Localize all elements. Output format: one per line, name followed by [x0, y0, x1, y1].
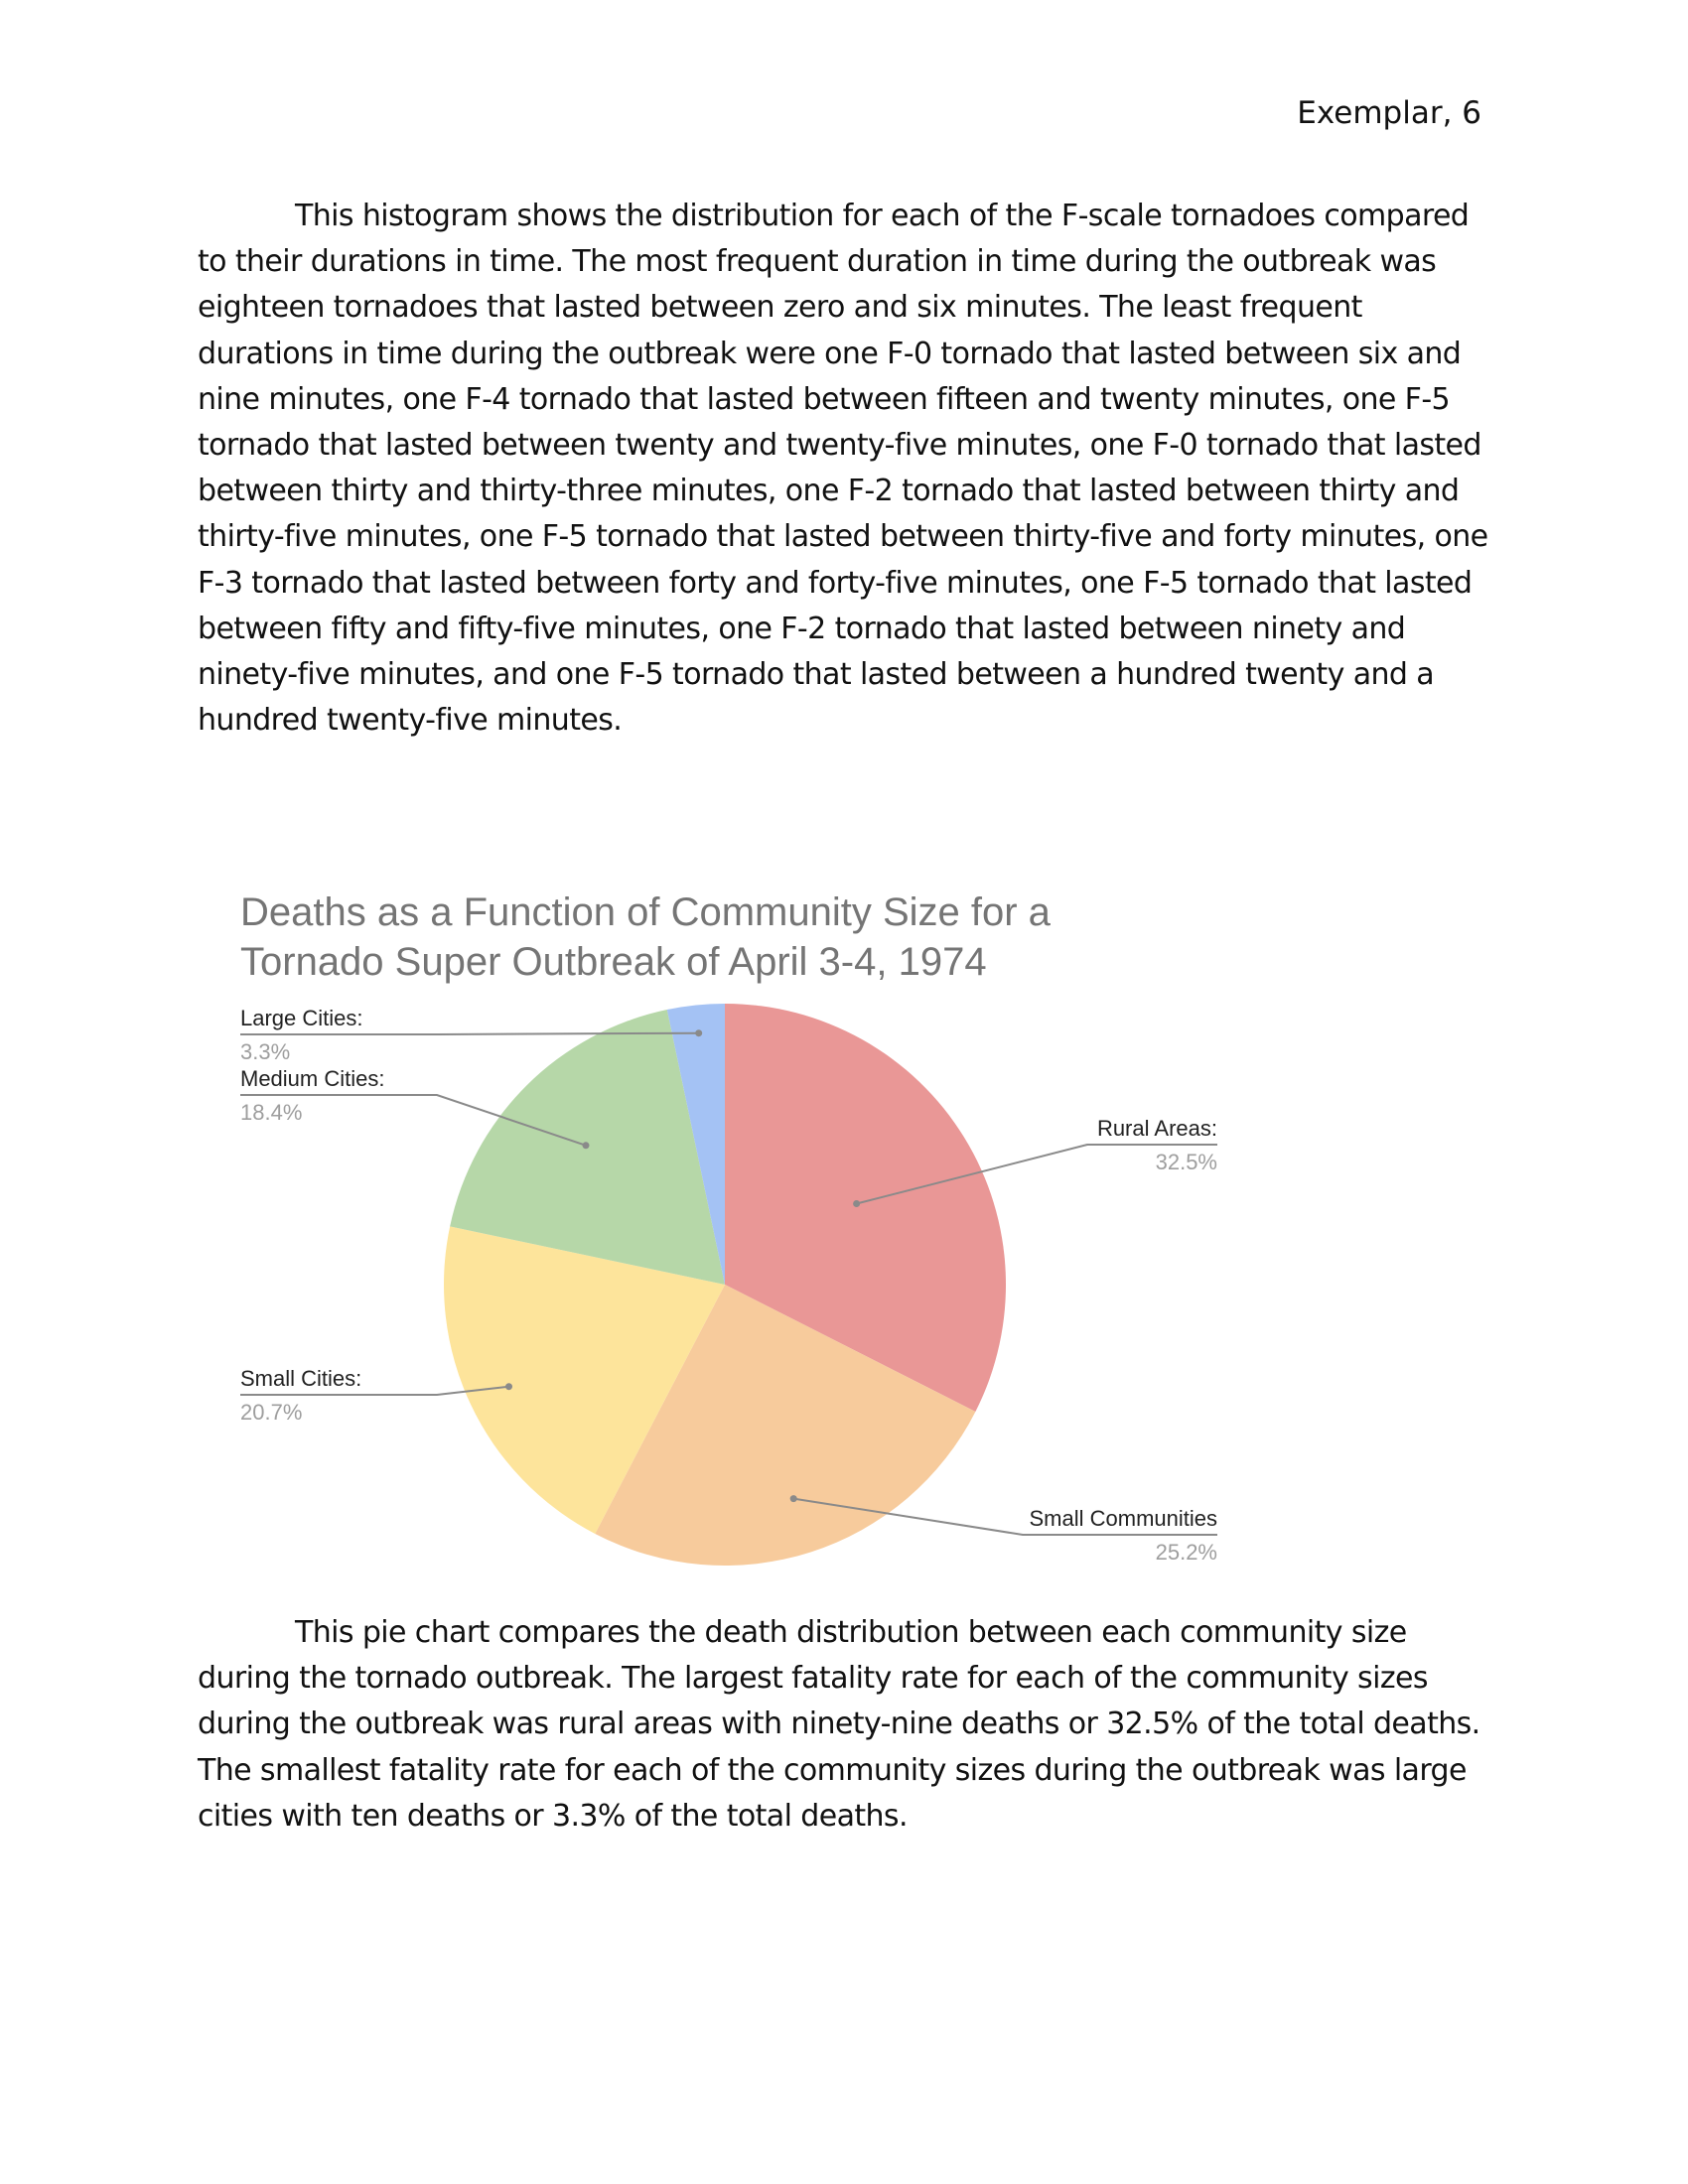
label-value-rural: 32.5% [1155, 1150, 1217, 1174]
pie-slices [444, 1004, 1006, 1566]
leader-dot-medium-cities [583, 1142, 590, 1149]
label-value-small-cities: 20.7% [240, 1400, 303, 1425]
page-header: Exemplar, 6 [1297, 95, 1481, 131]
chart-title-line-1: Deaths as a Function of Community Size for a [240, 890, 1051, 934]
leader-dot-small-cities [505, 1383, 512, 1390]
leader-line-large-cities [240, 1033, 699, 1034]
label-value-small-communities: 25.2% [1155, 1540, 1217, 1565]
label-name-small-communities: Small Communities [1029, 1506, 1217, 1531]
label-value-medium-cities: 18.4% [240, 1100, 303, 1125]
label-value-large-cities: 3.3% [240, 1039, 291, 1064]
chart-title-line-2: Tornado Super Outbreak of April 3-4, 1974 [240, 940, 987, 984]
label-name-small-cities: Small Cities: [240, 1366, 362, 1391]
leader-dot-small-communities [790, 1495, 797, 1502]
leader-dot-rural [853, 1200, 860, 1207]
pie-paragraph: This pie chart compares the death distribution between each community size during the tornado outbreak. The largest fatality rate for each of the community sizes during the outbreak was rural areas with ninety-nine deaths or 32.5% of the total deaths. The smallest fatality rate for each of the community sizes during the outbreak was large cities with ten deaths or 3.3% of the total deaths. [198, 1615, 1480, 1834]
histogram-paragraph: This histogram shows the distribution for each of the F-scale tornadoes compared to their durations in time. The most frequent duration in time during the outbreak was eighteen tornadoes that lasted between zero and six minutes. The least frequent durations in time during the outbreak were one F-0 tornado that lasted between six and nine minutes, one F-4 tornado that lasted between fifteen and twenty minutes, one F-5 tornado that lasted between twenty and twenty-five minutes, one F-0 tornado that lasted between thirty and thirty-three minutes, one F-2 tornado that lasted between thirty and thirty-five minutes, one F-5 tornado that lasted between thirty-five and forty minutes, one F-3 tornado that lasted between forty and forty-five minutes, one F-5 tornado that lasted between fifty and fifty-five minutes, one F-2 tornado that lasted between ninety and ninety-five minutes, and one F-5 tornado that lasted between a hundred twenty and a hundred twenty-five minutes. [198, 199, 1488, 739]
label-name-rural: Rural Areas: [1096, 1116, 1217, 1141]
pie-chart [0, 874, 1688, 1588]
label-name-large-cities: Large Cities: [240, 1006, 363, 1030]
label-name-medium-cities: Medium Cities: [240, 1066, 385, 1091]
pie-chart-svg [0, 874, 1688, 1588]
leader-dot-large-cities [695, 1029, 702, 1036]
